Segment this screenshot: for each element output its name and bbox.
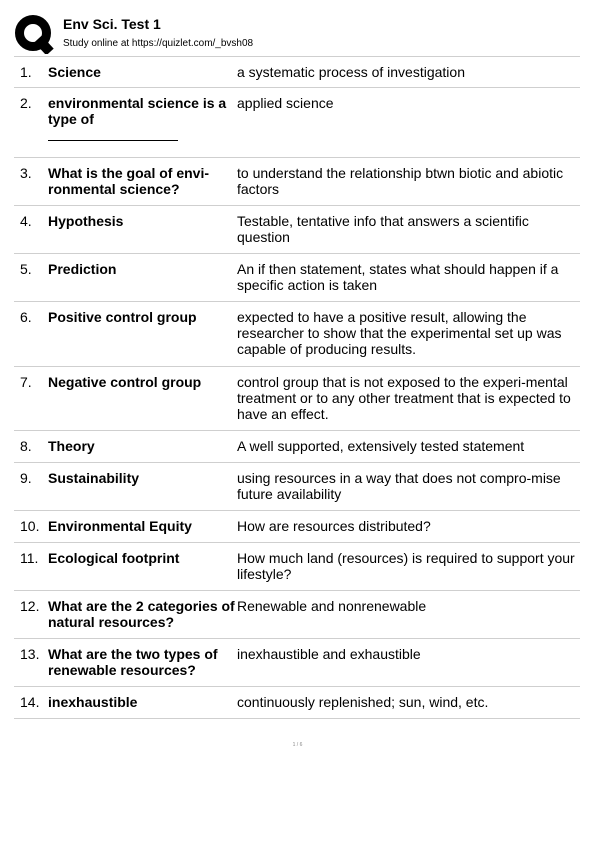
flashcard-row [14,88,580,158]
quizlet-logo-icon [14,14,54,54]
card-term: Positive control group [48,309,197,325]
card-definition: control group that is not exposed to the experi-mental treatment or to any other treatment that is expected to have an effect. [237,374,571,422]
card-definition: using resources in a way that does not compro-mise future availability [237,470,561,502]
card-definition: How are resources distributed? [237,518,431,534]
card-term: What is the goal of envi-ronmental science? [48,165,210,197]
card-number: 2. [20,95,32,111]
card-number: 7. [20,374,32,390]
card-definition: applied science [237,95,334,111]
card-term: Environmental Equity [48,518,192,534]
flashcard-row [14,511,580,543]
flashcard-row [14,158,580,206]
card-term: Science [48,64,101,80]
card-term: What are the two types of renewable resources? [48,646,218,678]
card-term: Prediction [48,261,117,277]
fill-in-blank-line [48,127,178,141]
card-definition: inexhaustible and exhaustible [237,646,421,662]
card-definition: expected to have a positive result, allowing the researcher to show that the experimental set up was capable of producing results. [237,309,562,357]
flashcard-row [14,639,580,687]
page-number: 1 / 6 [292,742,303,748]
card-definition: A well supported, extensively tested statement [237,438,525,454]
card-term: Hypothesis [48,213,124,229]
card-number: 11. [20,550,39,566]
card-number: 3. [20,165,32,181]
card-term: Ecological footprint [48,550,180,566]
flashcard-row [14,367,580,431]
card-definition: Testable, tentative info that answers a scientific question [237,213,529,245]
card-number: 14. [20,694,40,710]
card-definition: a systematic process of investigation [237,64,465,80]
card-number: 13. [20,646,40,662]
card-number: 9. [20,470,32,486]
card-term: inexhaustible [48,694,138,710]
flashcard-row [14,57,580,88]
card-term [48,95,238,141]
card-term: What are the 2 categories of natural resources? [48,598,235,630]
flashcard-row [14,543,580,591]
card-number: 10. [20,518,40,534]
flashcard-row [14,463,580,511]
card-definition: How much land (resources) is required to support your lifestyle? [237,550,575,582]
flashcard-list [14,56,580,719]
card-term: Negative control group [48,374,202,390]
flashcard-row [14,206,580,254]
card-definition: An if then statement, states what should happen if a specific action is taken [237,261,559,293]
card-number: 12. [20,598,40,614]
card-definition: to understand the relationship btwn biotic and abiotic factors [237,165,564,197]
card-number: 8. [20,438,32,454]
card-number: 6. [20,309,32,325]
flashcard-row [14,431,580,463]
flashcard-row [14,591,580,639]
card-term-text: environmental science is a type of [48,95,227,127]
card-term: Sustainability [48,470,140,486]
page-header [14,14,584,54]
set-title: Env Sci. Test 1 [63,16,161,32]
card-number: 5. [20,261,32,277]
study-link-text: Study online at https://quizlet.com/_bvsh08 [63,38,254,49]
flashcard-row [14,254,580,302]
card-number: 1. [20,64,32,80]
card-definition: Renewable and nonrenewable [237,598,427,614]
flashcard-row [14,687,580,719]
card-term: Theory [48,438,95,454]
card-number: 4. [20,213,32,229]
card-definition: continuously replenished; sun, wind, etc. [237,694,489,710]
flashcard-row [14,302,580,367]
